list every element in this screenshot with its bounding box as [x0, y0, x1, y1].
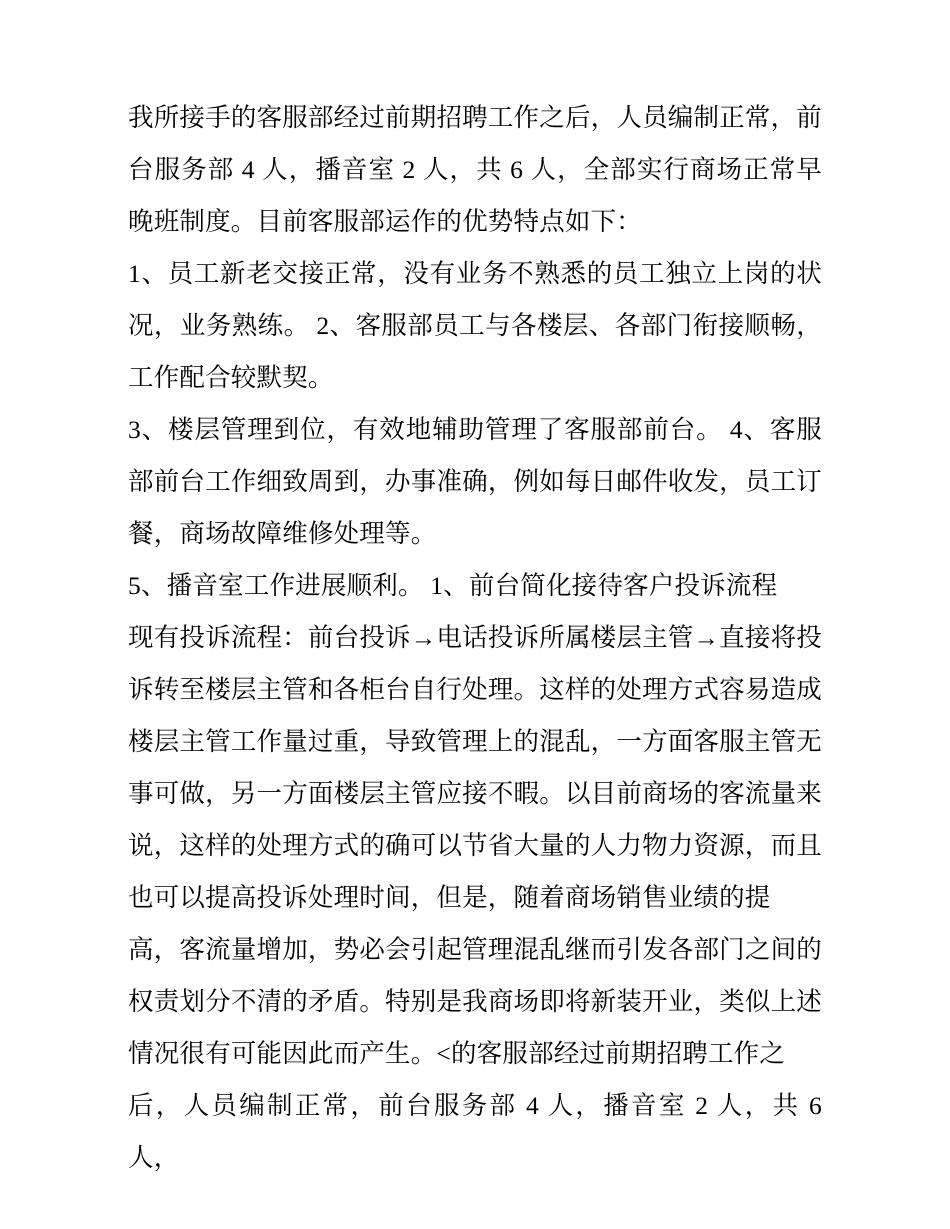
paragraph: 高，客流量增加，势必会引起管理混乱继而引发各部门之间的权责划分不清的矛盾。特别是我商场即将新装开业，类似上述情况很有可能因此而产生。<的客服部经过前期招聘工作之 [128, 935, 822, 1068]
paragraph: 3、楼层管理到位，有效地辅助管理了客服部前台。 4、客服部前台工作细致周到，办事准确，例如每日邮件收发，员工订餐，商场故障维修处理等。 [128, 415, 822, 548]
paragraph: 1、员工新老交接正常，没有业务不熟悉的员工独立上岗的状况，业务熟练。 2、客服部员工与各楼层、各部门衔接顺畅，工作配合较默契。 [128, 259, 822, 392]
paragraph: 我所接手的客服部经过前期招聘工作之后，人员编制正常，前台服务部 4 人，播音室 2 人，共 6 人，全部实行商场正常早晚班制度。目前客服部运作的优势特点如下： [128, 103, 822, 236]
document-body [128, 92, 822, 1184]
paragraph: 后，人员编制正常，前台服务部 4 人，播音室 2 人，共 6 人， [128, 1091, 822, 1172]
paragraph: 5、播音室工作进展顺利。 1、前台简化接待客户投诉流程 [128, 571, 778, 600]
paragraph: 现有投诉流程：前台投诉→电话投诉所属楼层主管→直接将投诉转至楼层主管和各柜台自行处理。这样的处理方式容易造成楼层主管工作量过重，导致管理上的混乱，一方面客服主管无事可做，另一方面楼层主管应接不暇。以目前商场的客流量来说，这样的处理方式的确可以节省大量的人力物力资源，而且也可以提高投诉处理时间，但是，随着商场销售业绩的提 [128, 623, 822, 912]
